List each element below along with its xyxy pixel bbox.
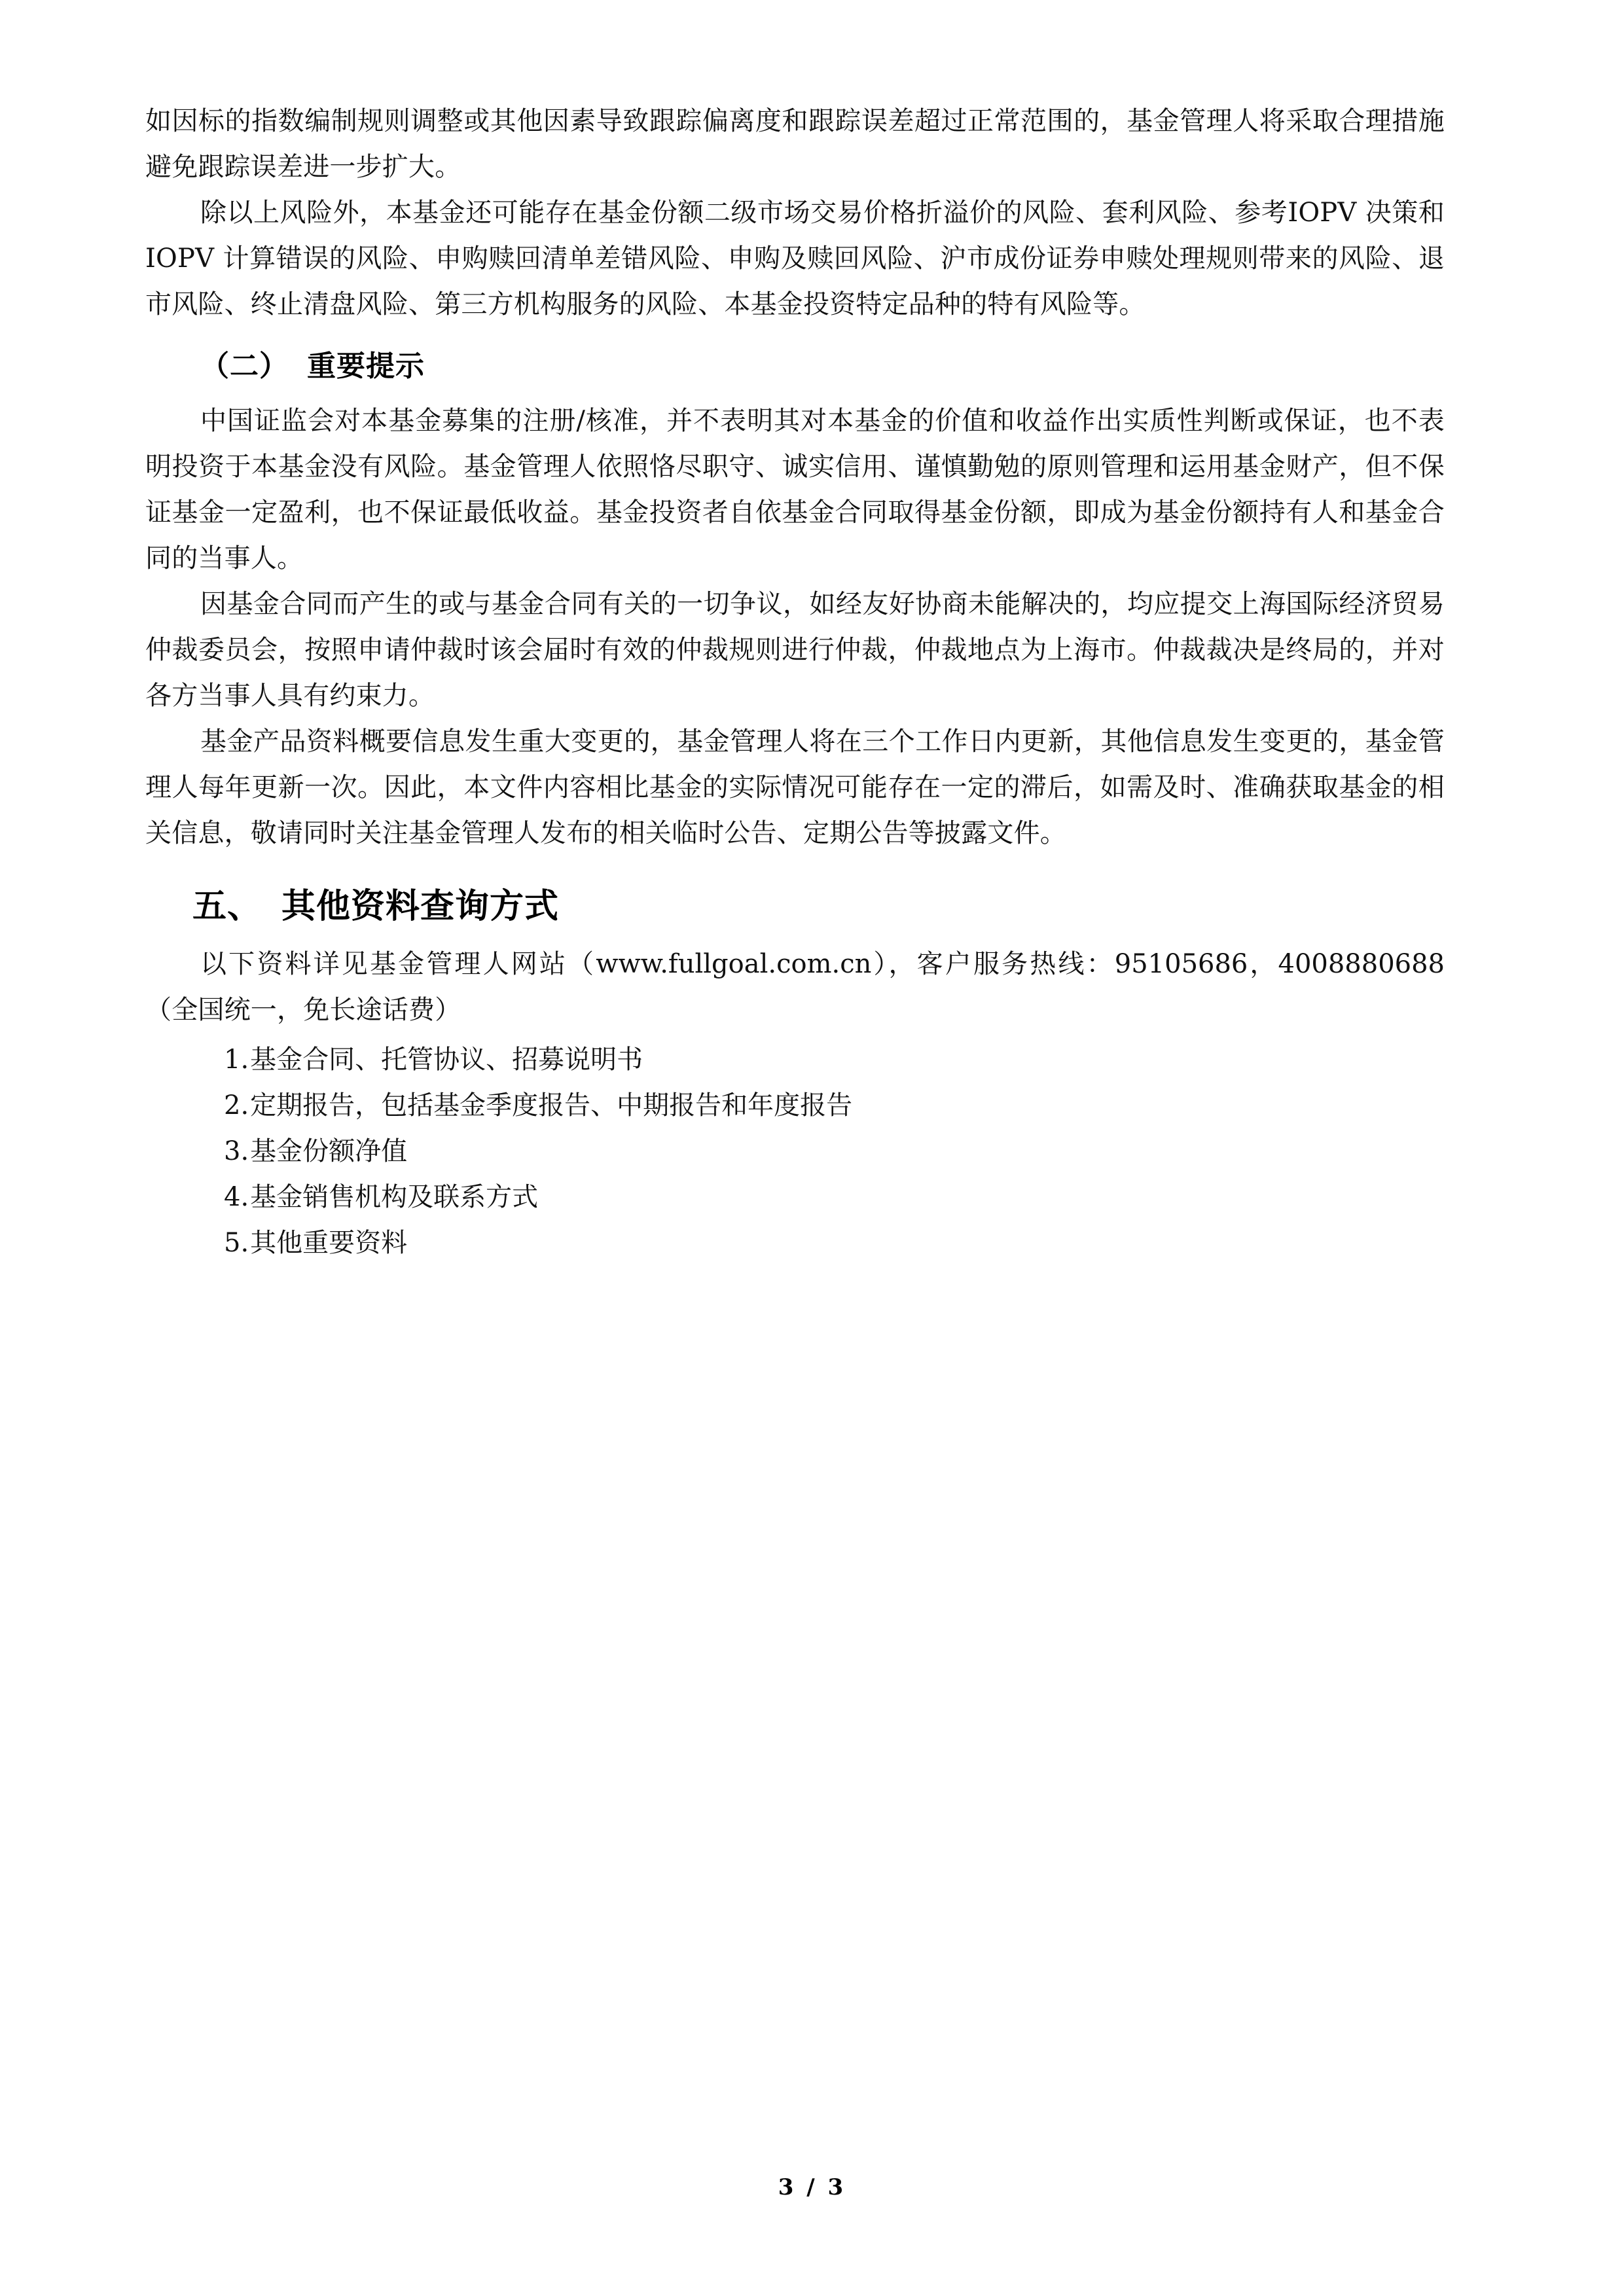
service-hotline-primary: 95105686: [1114, 949, 1248, 979]
list-item-label: 基金合同、托管协议、招募说明书: [250, 1045, 643, 1075]
list-item-number: 1.: [224, 1045, 249, 1075]
paragraph-arbitration: 因基金合同而产生的或与基金合同有关的一切争议，如经友好协商未能解决的，均应提交上海国际经济贸易仲裁委员会，按照申请仲裁时该会届时有效的仲裁规则进行仲裁，仲裁地点为上海市。仲裁裁决是终局的，并对各方当事人具有约束力。: [145, 589, 1445, 711]
page-content: [145, 98, 1445, 1266]
heading-important-notice: [145, 342, 1445, 391]
contact-lead-middle: ），客户服务热线：: [871, 949, 1115, 979]
list-item: [145, 1083, 1445, 1128]
paragraph-csrc-statement: 中国证监会对本基金募集的注册/核准，并不表明其对本基金的价值和收益作出实质性判断或保证，也不表明投资于本基金没有风险。基金管理人依照恪尽职守、诚实信用、谨慎勤勉的原则管理和运用基金财产，但不保证基金一定盈利，也不保证最低收益。基金投资者自依基金合同取得基金份额，即成为基金份额持有人和基金合同的当事人。: [145, 406, 1445, 573]
list-item-number: 4.: [224, 1182, 249, 1212]
paragraph-update-frequency: 基金产品资料概要信息发生重大变更的，基金管理人将在三个工作日内更新，其他信息发生变更的，基金管理人每年更新一次。因此，本文件内容相比基金的实际情况可能存在一定的滞后，如需及时、准确获取基金的相关信息，敬请同时关注基金管理人发布的相关临时公告、定期公告等披露文件。: [145, 726, 1445, 848]
list-item-label: 定期报告，包括基金季度报告、中期报告和年度报告: [250, 1090, 853, 1121]
heading-important-notice-number: （二）: [200, 350, 289, 383]
contact-lead-suffix: （全国统一，免长途话费）: [145, 995, 461, 1025]
list-item: [145, 1128, 1445, 1174]
paragraph-tracking-risk: 如因标的指数编制规则调整或其他因素导致跟踪偏离度和跟踪误差超过正常范围的，基金管理人将采取合理措施避免跟踪误差进一步扩大。: [145, 106, 1445, 182]
other-info-list: [145, 1037, 1445, 1266]
heading-important-notice-title: 重要提示: [307, 350, 425, 383]
list-item: [145, 1174, 1445, 1220]
list-item-number: 5.: [224, 1228, 249, 1258]
page-number-footer: 3 / 3: [778, 2174, 846, 2200]
list-item-number: 2.: [224, 1090, 249, 1121]
list-item: [145, 1037, 1445, 1083]
hotline-separator: ，: [1248, 949, 1278, 979]
list-item-label: 基金销售机构及联系方式: [250, 1182, 539, 1212]
service-hotline-secondary: 4008880688: [1278, 949, 1445, 979]
heading-other-info: [145, 878, 1445, 935]
list-item-number: 3.: [224, 1136, 249, 1166]
paragraph-contact-info: [145, 941, 1445, 1033]
list-item-label: 其他重要资料: [250, 1228, 408, 1258]
heading-other-info-title: 其他资料查询方式: [281, 887, 560, 926]
list-item: [145, 1220, 1445, 1266]
list-item-label: 基金份额净值: [250, 1136, 408, 1166]
heading-other-info-number: 五、: [192, 887, 262, 926]
paragraph-other-risks: 除以上风险外，本基金还可能存在基金份额二级市场交易价格折溢价的风险、套利风险、参考IOPV 决策和 IOPV 计算错误的风险、申购赎回清单差错风险、申购及赎回风险、沪市成份证券申赎处理规则带来的风险、退市风险、终止清盘风险、第三方机构服务的风险、本基金投资特定品种的特有风险等。: [145, 198, 1445, 319]
contact-lead-prefix: 以下资料详见基金管理人网站（: [200, 949, 596, 979]
manager-website-url: www.fullgoal.com.cn: [596, 949, 872, 979]
